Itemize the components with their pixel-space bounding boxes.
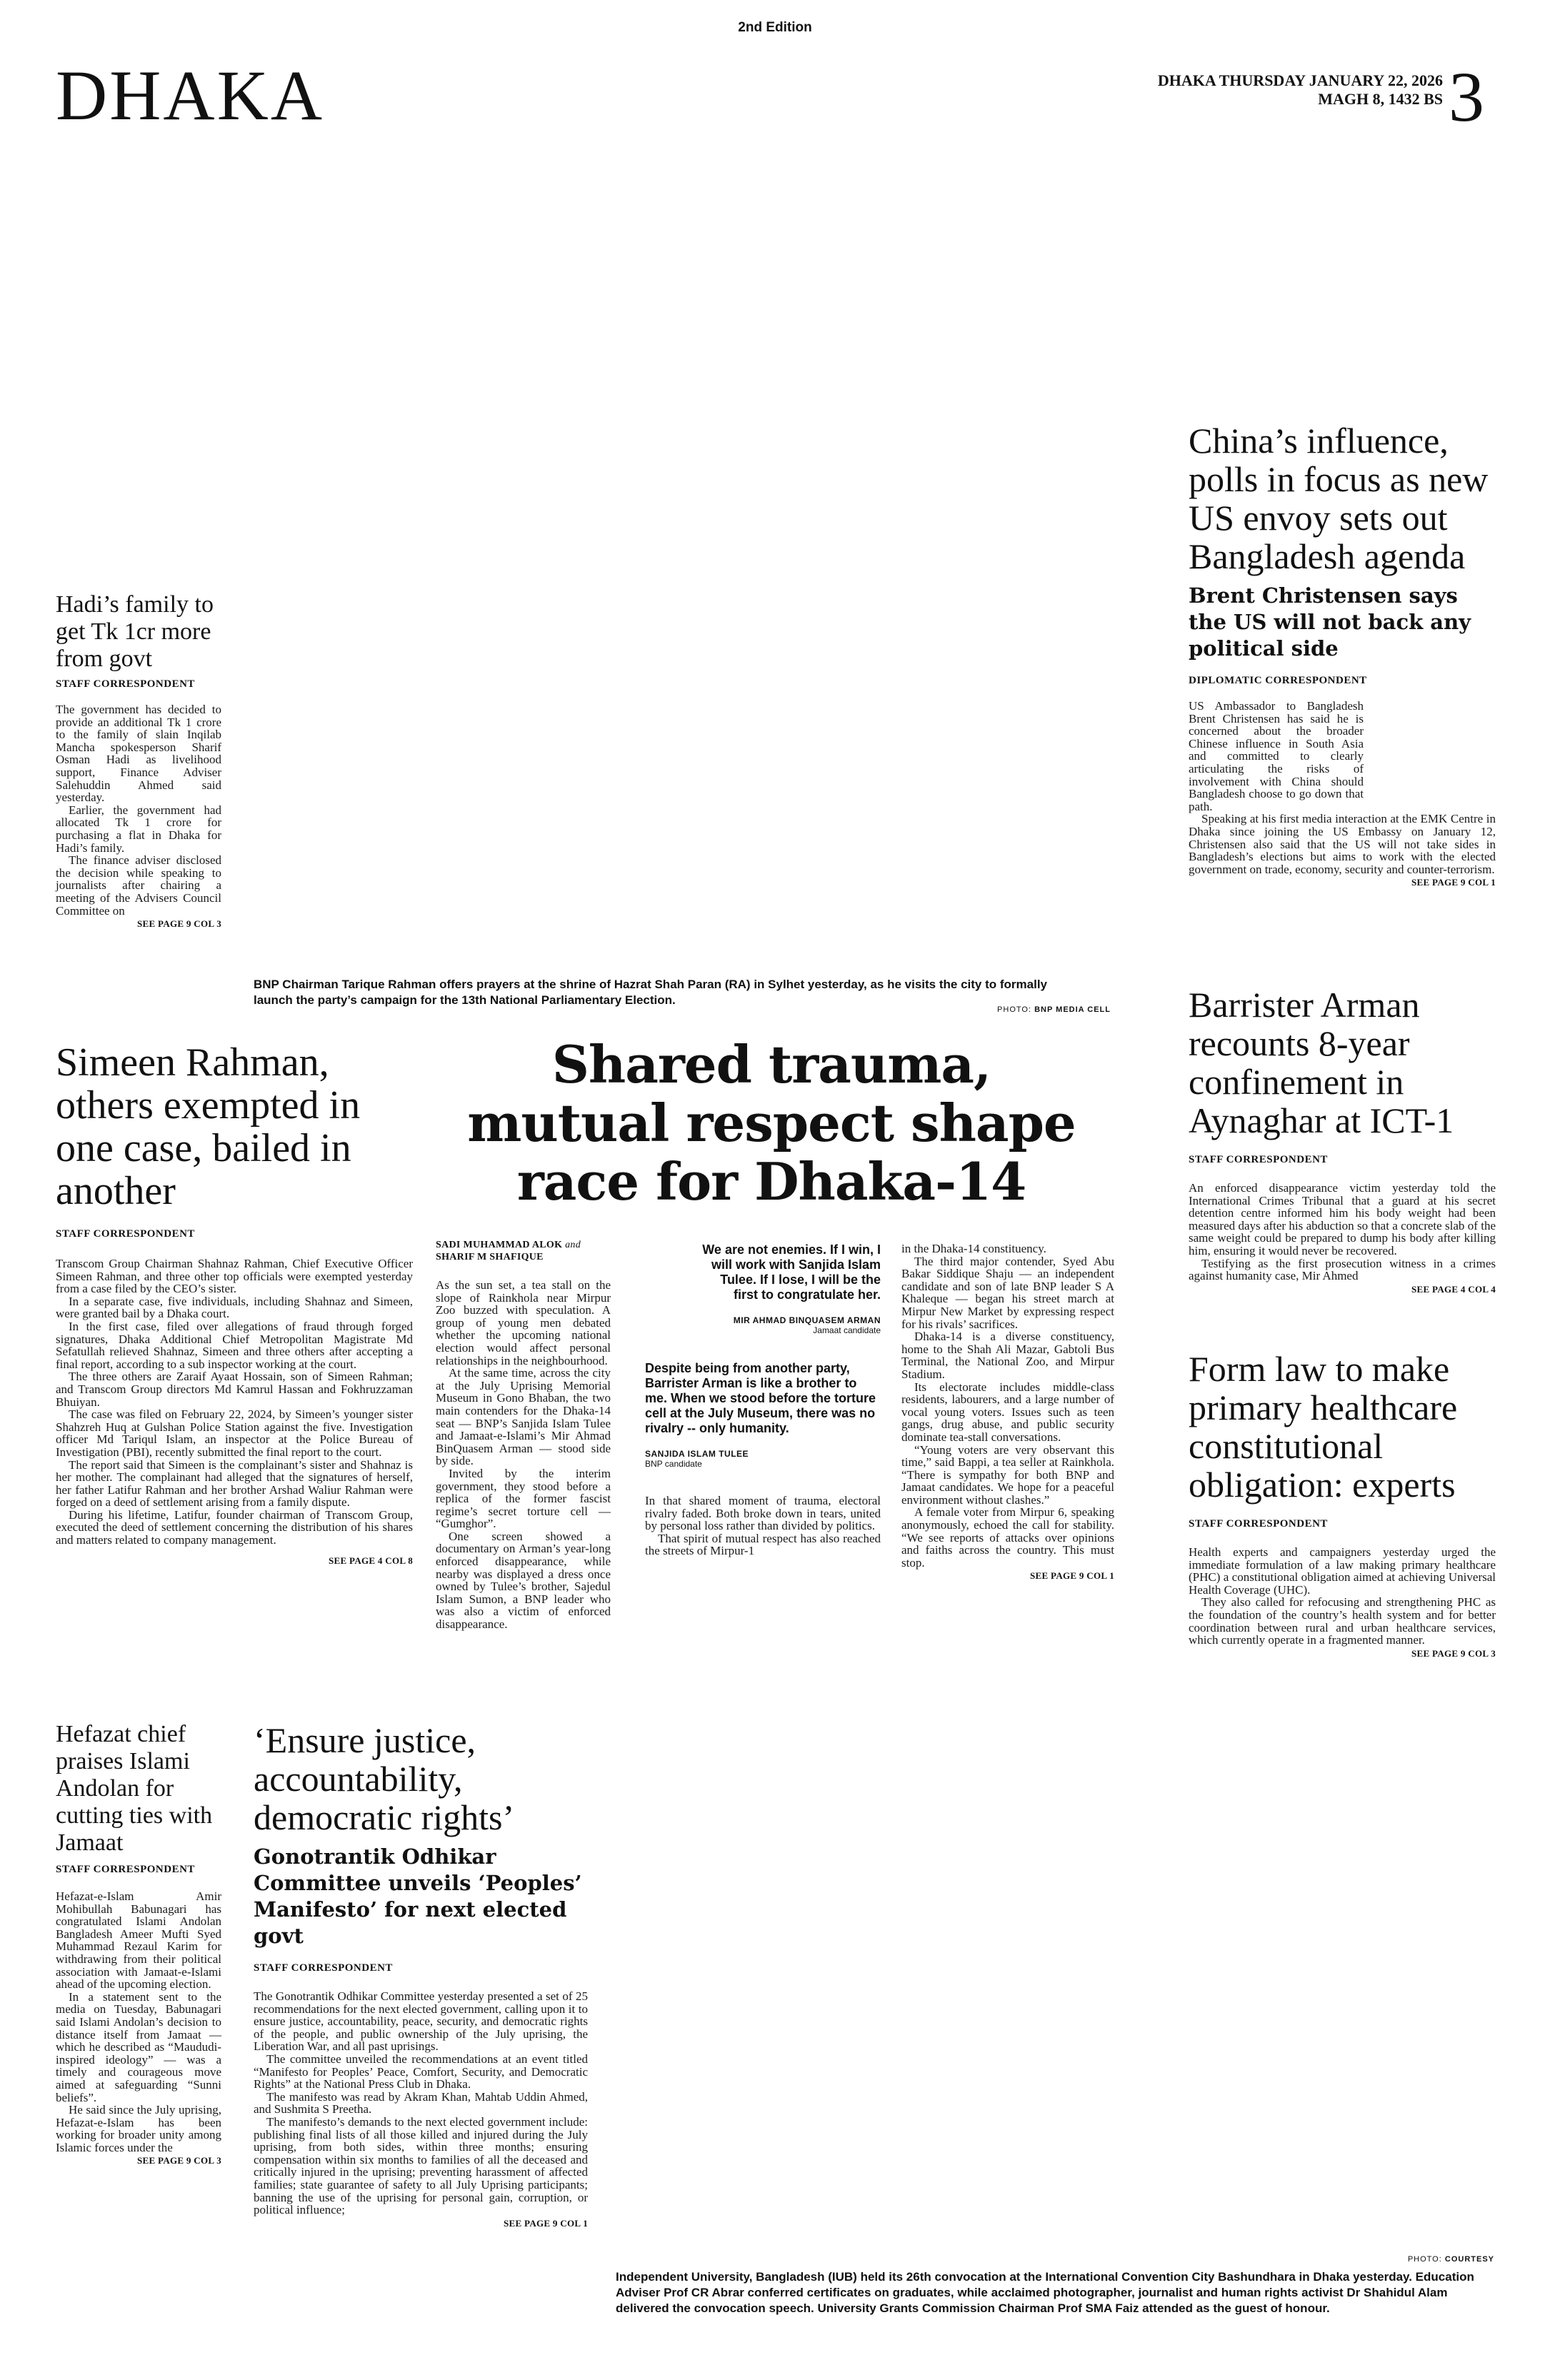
headline: China’s influence, polls in focus as new US envoy sets out Bangladesh agenda [1189,421,1489,576]
headline: Barrister Arman recounts 8-year confinement in Aynaghar at ICT-1 [1189,985,1454,1140]
paragraph: The three others are Zaraif Ayaat Hossain, son of Simeen Rahman; and Transcom Group directors Md Kamrul Hassan and Fokhruzzaman Bhuiyan. [56,1370,413,1409]
headline: Simeen Rahman, others exempted in one case, bailed in another [56,1040,361,1213]
paragraph: The case was filed on February 22, 2024, by Simeen’s younger sister Shahzreh Huq at Gulshan Police Station against the five. Investigation officer Md Tariqul Islam, an inspector at the Police Bureau of Investigation (PBI), recently submitted the final report to the court. [56,1407,413,1459]
story-justice [254,1721,588,2229]
story-simeen [56,1041,413,1567]
dateline-date: DHAKA THURSDAY JANUARY 22, 2026 [1157,71,1443,89]
paragraph: A female voter from Mirpur 6, speaking anonymously, echoed the call for stability. “We see reports of attacks over opinions and faiths across the country. This must stop. [901,1505,1114,1570]
quote-attribution: SANJIDA ISLAM TULEE [645,1449,749,1459]
byline: STAFF CORRESPONDENT [1189,1154,1328,1165]
edition-label: 2nd Edition [738,20,812,35]
see-page-link[interactable]: SEE PAGE 9 COL 3 [137,2155,221,2166]
quote-role: BNP candidate [645,1459,702,1469]
see-page-link[interactable]: SEE PAGE 4 COL 8 [329,1555,413,1566]
story-hefazat [56,1721,221,2166]
lead-column-3 [901,1242,1114,1582]
top-photo [254,214,1111,964]
byline: STAFF CORRESPONDENT [56,1864,195,1875]
quote-text: Despite being from another party, Barrister Arman is like a brother to me. When we stood before the torture cell at the July Museum, there was no rivalry -- only humanity. [645,1361,876,1435]
headline-line: Shared trauma, [551,1034,991,1095]
quote-attribution: MIR AHMAD BINQUASEM ARMAN [733,1315,881,1325]
author-conjunction: and [565,1240,581,1250]
pull-quote-tulee [645,1361,881,1469]
deck: Brent Christensen says the US will not back any political side [1189,583,1471,661]
article-body [254,1990,588,2216]
credit-prefix: PHOTO: [1407,2255,1442,2264]
author-name: SADI MUHAMMAD ALOK [436,1240,563,1250]
paragraph: They also called for refocusing and strengthening PHC as the foundation of the country’s health system and for better coordination between rural and urban healthcare services, which currently operate in a fragmented manner. [1189,1595,1496,1647]
story-arman [1189,985,1496,1295]
paragraph: In that shared moment of trauma, electoral rivalry faded. Both broke down in tears, united by personal loss rather than divided by politics. [645,1494,881,1533]
quote-text: We are not enemies. If I win, I will work with Sanjida Islam Tulee. If I lose, I will be the first to congratulate her. [702,1242,881,1302]
paragraph: Dhaka-14 is a diverse constituency, home to the Shah Ali Mazar, Gabtoli Bus Terminal, the National Zoo, and Mirpur Stadium. [901,1330,1114,1381]
paragraph: As the sun set, a tea stall on the slope of Rainkhola near Mirpur Zoo buzzed with speculation. A group of young men debated whether the upcoming national election would affect personal relationships in the neighbourhood. [436,1278,611,1367]
see-page-link[interactable]: SEE PAGE 9 COL 3 [137,918,221,930]
paragraph: At the same time, across the city at the July Uprising Memorial Museum in Gono Bhaban, the two main contenders for the Dhaka-14 seat — BNP’s Sanjida Islam Tulee and Jamaat-e-Islami’s Mir Ahmad BinQuasem Arman — stood side by side. [436,1366,611,1468]
paragraph: Speaking at his first media interaction at the EMK Centre in Dhaka since joining the US Embassy on January 12, Christensen also said that the US will not take sides in Bangladesh’s elections but aims to work with the elected government on trade, economy, security and counter-terrorism. [1189,812,1496,876]
paragraph: Transcom Group Chairman Shahnaz Rahman, Chief Executive Officer Simeen Rahman, and three other top officials were exempted yesterday from a case filed by the CEO’s sister. [56,1257,413,1296]
headline-line: race for Dhaka-14 [516,1151,1026,1212]
paragraph: In a separate case, five individuals, including Shahnaz and Simeen, were granted bail by a Dhaka court. [56,1294,413,1321]
paragraph: In a statement sent to the media on Tuesday, Babunagari said Islami Andolan’s decision to distance itself from Jamaat — which he described as “Maududi-inspired ideology” — was a timely and courageous move aimed at safeguarding “Sunni beliefs”. [56,1989,221,2104]
see-page-link[interactable]: SEE PAGE 9 COL 1 [1030,1570,1114,1582]
paragraph: The report said that Simeen is the complainant’s sister and Shahnaz is her mother. The complainant had alleged that the signatures of herself, her father Latifur Rahman and her brother Arshad Waliur Rahman were forged on a deed of settlement arising from a family dispute. [56,1457,413,1510]
paragraph: The finance adviser disclosed the decision while speaking to journalists after chairing a meeting of the Advisers Council Committee on [56,853,221,918]
dateline-bs-date: MAGH 8, 1432 BS [1318,90,1443,108]
paragraph: The government has decided to provide an additional Tk 1 crore to the family of slain Inqilab Mancha spokesperson Sharif Osman Hadi as livelihood support, Finance Adviser Salehuddin Ahmed said yesterday. [56,703,221,805]
paragraph: Testifying as the first prosecution witness in a crimes against humanity case, Mir Ahmed [1189,1256,1496,1283]
masthead: DHAKA [56,56,325,135]
headline: ‘Ensure justice, accountability, democratic rights’ [254,1720,515,1837]
paragraph: That spirit of mutual respect has also reached the streets of Mirpur-1 [645,1531,881,1558]
paragraph: An enforced disappearance victim yesterday told the International Crimes Tribunal that a guard at his secret detention centre informed him his body weight had been measured days after his abduction so that a concrete slab of the same weight could be prepared to dump his body after killing him, ensuring it would never be recovered. [1189,1181,1496,1257]
paragraph: Its electorate includes middle-class residents, labourers, and a large number of vocal young voters. Issues such as teen gangs, drug abuse, and public security dominate tea-stall conversations. [901,1380,1114,1444]
article-body [1189,1546,1496,1647]
see-page-link[interactable]: SEE PAGE 9 COL 3 [1411,1647,1496,1659]
byline: STAFF CORRESPONDENT [56,678,195,690]
paragraph: Invited by the interim government, they stood before a replica of the former fascist regime’s secret torture cell — “Gumghor”. [436,1466,611,1531]
headline: Hadi’s family to get Tk 1cr more from govt [56,591,214,672]
byline: STAFF CORRESPONDENT [1189,1518,1328,1530]
byline [436,1239,611,1263]
paragraph: He said since the July uprising, Hefazat-e-Islam has been working for broader unity among Islamic forces under the [56,2103,221,2154]
article-body [56,1257,413,1547]
headline: Form law to make primary healthcare constitutional obligation: experts [1189,1349,1458,1505]
paragraph: Earlier, the government had allocated Tk 1 crore for purchasing a flat in Dhaka for Hadi’s family. [56,803,221,855]
bottom-photo [616,1721,1494,2249]
credit-source: COURTESY [1444,2255,1494,2264]
headline-line: mutual respect shape [467,1093,1076,1153]
story-hadi [56,591,221,930]
quote-role: Jamaat candidate [813,1325,881,1335]
see-page-link[interactable]: SEE PAGE 9 COL 1 [1411,877,1496,888]
article-body [901,1242,1114,1569]
article-body [1189,700,1496,875]
paragraph: Hefazat-e-Islam Amir Mohibullah Babunagari has congratulated Islami Andolan Bangladesh Ameer Mufti Syed Muhammad Rezaul Karim for withdrawing from their political association with Jamaat-e-Islami ahead of the upcoming election. [56,1889,221,1992]
paragraph: “Young voters are very observant this time,” said Bappi, a tea seller at Rainkhola. “There is sympathy for both BNP and Jamaat candidates. We hope for a peaceful environment without clashes.” [901,1442,1114,1507]
paragraph: The manifesto’s demands to the next elected government include: publishing final lists of all those killed and injured during the July uprising, from both sides, within three months; ensuring compensation within six months to families of all the deceased and critically injured in the uprising; preventing harassment of affected families; state guarantee of safety to all July Uprising participants; banning the use of the uprising for personal gain, corruption, or political influence; [254,2114,588,2217]
credit-prefix: PHOTO: [997,1005,1032,1014]
paragraph: During his lifetime, Latifur, founder chairman of Transcom Group, executed the deed of settlement concerning the distribution of his shares and matters related to company management. [56,1507,413,1547]
paragraph: One screen showed a documentary on Arman’s year-long enforced disappearance, while nearby was displayed a dress once owned by Tulee’s brother, Sajedul Islam Sumon, a BNP leader who was also a victim of enforced disappearance. [436,1529,611,1632]
paragraph: In the first case, filed over allegations of fraud through forged signatures, Dhaka Additional Chief Metropolitan Magistrate Md Sefatullah relieved Shahnaz, Simeen and three others after accepting a final report, according to a sub inspector working at the court. [56,1319,413,1371]
article-body [56,1890,221,2154]
story-health [1189,1350,1496,1660]
paragraph: The Gonotrantik Odhikar Committee yesterday presented a set of 25 recommendations for the next elected government, calling upon it to ensure justice, accountability, peace, security, and democratic rights of the people, and public ownership of the July uprising, the Liberation War, and all past uprisings. [254,1989,588,2054]
lead-column-2 [645,1242,881,1557]
lead-column-1 [436,1239,611,1631]
see-page-link[interactable]: SEE PAGE 9 COL 1 [504,2217,588,2229]
paragraph: US Ambassador to Bangladesh Brent Christensen has said he is concerned about the broader Chinese influence in South Asia and committed to clearly articulating the risks of involvement with China should Bangladesh choose to go down that path. [1189,699,1364,813]
article-body [436,1279,611,1631]
headline: Hefazat chief praises Islami Andolan for cutting ties with Jamaat [56,1721,213,1856]
see-page-link[interactable]: SEE PAGE 4 COL 4 [1411,1283,1496,1295]
article-body [56,703,221,917]
paragraph: The third major contender, Syed Abu Bakar Siddique Shaju — an independent candidate and son of late BNP leader S A Khaleque — began his street march at Mirpur New Market by expressing respect for his rivals’ sacrifices. [901,1254,1114,1331]
lead-headline [429,1035,1114,1211]
credit-source: BNP MEDIA CELL [1034,1005,1111,1014]
page-number: 3 [1449,57,1484,136]
photo-caption: BNP Chairman Tarique Rahman offers prayers at the shrine of Hazrat Shah Paran (RA) in Sylhet yesterday, as he visits the city to formally launch the party’s campaign for the 13th National Parliamentary Election. [254,978,1047,1007]
photo-credit [929,1005,1111,1014]
paragraph: in the Dhaka-14 constituency. [901,1242,1046,1255]
author-name: SHARIF M SHAFIQUE [436,1252,544,1262]
photo-credit [1286,2255,1494,2264]
photo-caption: Independent University, Bangladesh (IUB) held its 26th convocation at the International Convention City Bashundhara in Dhaka yesterday. Education Adviser Prof CR Abrar conferred certificates on graduates, while acclaimed photographer, journalist and human rights activist Dr Shahidul Alam delivered the convocation speech. University Grants Commission Chairman Prof SMA Faiz attended as the guest of honour. [616,2270,1474,2315]
byline: STAFF CORRESPONDENT [56,1228,195,1240]
deck: Gonotrantik Odhikar Committee unveils ‘Peoples’ Manifesto’ for next elected govt [254,1844,582,1948]
article-body [645,1495,881,1557]
paragraph: The manifesto was read by Akram Khan, Mahtab Uddin Ahmed, and Sushmita S Preetha. [254,2089,588,2117]
paragraph: The committee unveiled the recommendations at an event titled “Manifesto for Peoples’ Peace, Comfort, Security, and Democratic Rights” at the National Press Club in Dhaka. [254,2052,588,2092]
byline: DIPLOMATIC CORRESPONDENT [1189,675,1367,686]
article-body [1189,1182,1496,1282]
byline: STAFF CORRESPONDENT [254,1962,393,1974]
pull-quote-arman [645,1242,881,1335]
dateline [1158,71,1443,109]
story-china [1189,421,1496,888]
paragraph: Health experts and campaigners yesterday urged the immediate formulation of a law making primary healthcare (PHC) a constitutional obligation aimed at achieving Universal Health Coverage (UHC). [1189,1545,1496,1597]
